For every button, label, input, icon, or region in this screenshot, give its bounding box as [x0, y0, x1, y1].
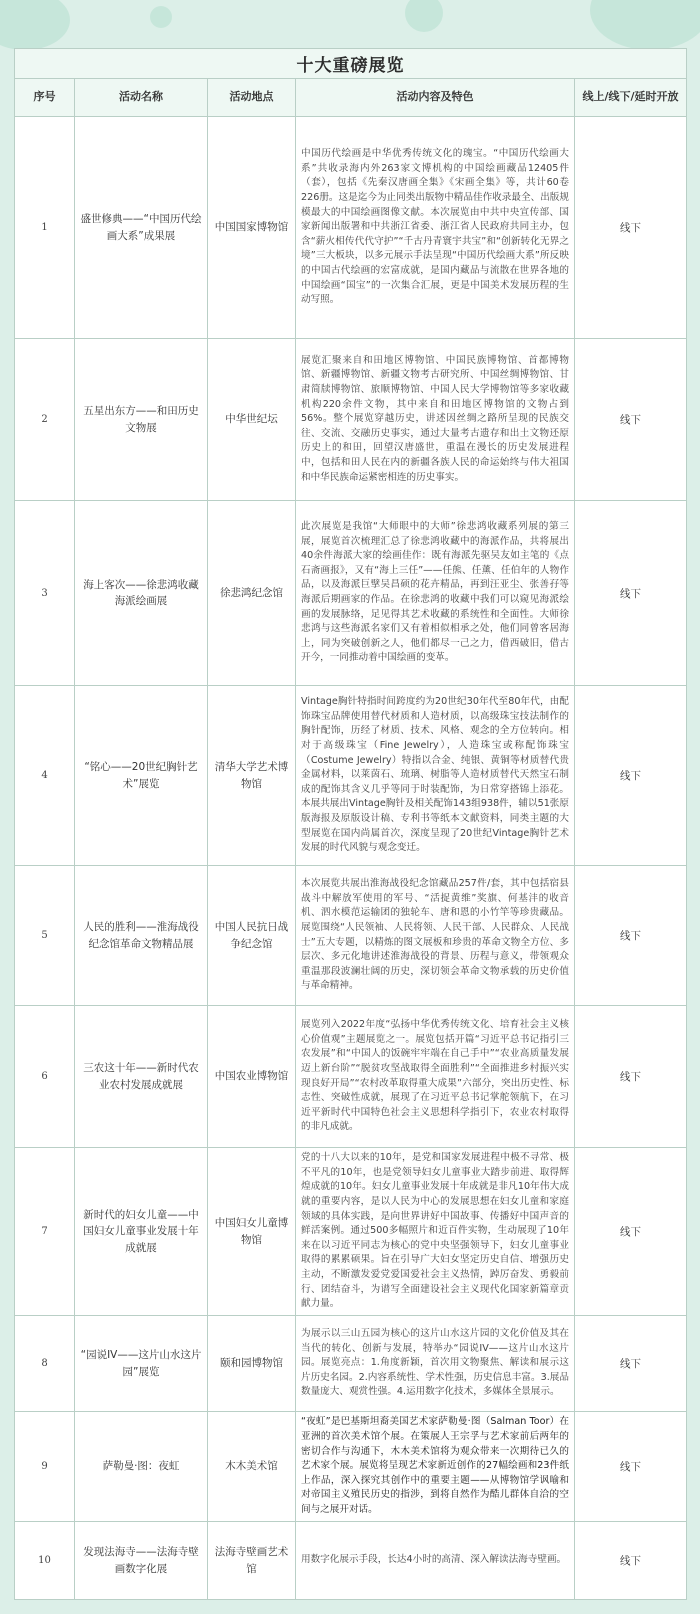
exhibition-name: “园说IV——这片山水这片园”展览: [75, 1316, 208, 1412]
table-row: [15, 339, 687, 501]
table-row: [15, 1522, 687, 1600]
exhibition-description: 本次展览共展出淮海战役纪念馆藏品257件/套，其中包括宿县战斗中解放军使用的军号、“活捉黄维”奖旗、何基沣的收音机、泗水模范运输团的独轮车、唐和恩的小竹竿等珍贵藏品。展览围绕“人民领袖、人民将领、人民干部、人民群众、人民战士”五大专题，以精炼的图文展板和珍贵的革命文物全方位、多层次、多元化地讲述淮海战役的背景、历程与意义，带领观众重温那段波澜壮阔的历史，深切领会革命文物承载的历史价值与革命精神。: [296, 866, 575, 1006]
row-number: 9: [15, 1412, 75, 1522]
table-header: [15, 79, 687, 117]
exhibition-name: 发现法海寺——法海寺壁画数字化展: [75, 1522, 208, 1600]
exhibition-place: 清华大学艺术博物馆: [208, 686, 296, 866]
row-number: 10: [15, 1522, 75, 1600]
exhibition-name: 人民的胜利——淮海战役纪念馆革命文物精品展: [75, 866, 208, 1006]
table-row: [15, 866, 687, 1006]
row-number: 7: [15, 1148, 75, 1316]
exhibition-description: 此次展览是我馆“大师眼中的大师”徐悲鸿收藏系列展的第三展，展览首次梳理汇总了徐悲鸿收藏中的海派作品，共将展出40余件海派大家的绘画佳作：既有海派先驱吴友如主笔的《点石斋画报》，又有“海上三任”——任熊、任薰、任伯年的人物作品，以及海派巨擘吴昌硕的花卉精品，再到汪亚尘、张善孖等海派后期画家的作品。在徐悲鸿的收藏中我们可以窥见海派绘画的发展脉络，足见得其艺术收藏的系统性和全面性。大师徐悲鸿与这些海派名家们又有着相似相承之处，他们同曾客居海上，同为突破创新之人，他们都尽一己之力，借西破旧，借古开今，一同推动着中国绘画的变革。: [296, 501, 575, 686]
exhibition-mode: 线下: [575, 1316, 687, 1412]
decor-bubble: [150, 6, 172, 28]
exhibition-name: 五星出东方——和田历史文物展: [75, 339, 208, 501]
exhibition-place: 颐和园博物馆: [208, 1316, 296, 1412]
column-header: 序号: [15, 79, 75, 117]
decor-bubble: [405, 0, 443, 32]
exhibition-description: 中国历代绘画是中华优秀传统文化的瑰宝。“中国历代绘画大系”共收录海内外263家文博机构的中国绘画藏品12405件（套），包括《先秦汉唐画全集》《宋画全集》等，共计60卷226册。这是迄今为止同类出版物中精品佳作收录最全、出版规模最大的中国绘画图像文献。本次展览由中共中央宣传部、国家新闻出版署和中共浙江省委、浙江省人民政府共同主办，包含“薪火相传代代守护”“千古丹青寰宇共宝”和“创新转化无界之境”三大板块，以多元展示手法呈现“中国历代绘画大系”所反映的中国古代绘画的宏富成就，是国内藏品与流散在世界各地的中国绘画“国宝”的一次集合汇展，更是中国美术发展历程的生动写照。: [296, 117, 575, 339]
row-number: 5: [15, 866, 75, 1006]
exhibition-mode: 线下: [575, 1522, 687, 1600]
table-row: [15, 1316, 687, 1412]
decor-bubble: [0, 0, 70, 50]
table-row: [15, 1006, 687, 1148]
row-number: 6: [15, 1006, 75, 1148]
exhibition-place: 徐悲鸿纪念馆: [208, 501, 296, 686]
exhibition-description: 为展示以三山五园为核心的这片山水这片园的文化价值及其在当代的转化、创新与发展，特举办“园说IV——这片山水这片园。展览亮点：1.角度新颖，首次用文物聚焦、解读和展示这片历史名园。2.内容系统性、学术性强，历史信息丰富。3.展品数量庞大、观赏性强。4.运用数字化技术，多媒体全景展示。: [296, 1316, 575, 1412]
exhibition-name: 新时代的妇女儿童——中国妇女儿童事业发展十年成就展: [75, 1148, 208, 1316]
page-title: 十大重磅展览: [15, 49, 687, 79]
exhibition-name: 萨勒曼·图：夜虹: [75, 1412, 208, 1522]
row-number: 1: [15, 117, 75, 339]
exhibition-name: 海上客次——徐悲鸿收藏海派绘画展: [75, 501, 208, 686]
exhibition-description: 展览汇聚来自和田地区博物馆、中国民族博物馆、首都博物馆、新疆博物馆、新疆文物考古研究所、中国丝绸博物馆、甘肃简牍博物馆、旅顺博物馆、中国人民大学博物馆等多家收藏机构220余件文物，其中来自和田地区博物馆的文物占到56%。整个展览穿越历史，讲述因丝绸之路所呈现的民族交往、交流、交融历史事实，通过大量考古遗存和出土文物还原历史上的和田，回望汉唐盛世，重温在漫长的历史发展进程中，包括和田人民在内的新疆各族人民的命运始终与伟大祖国和中华民族命运紧密相连的历史事实。: [296, 339, 575, 501]
table-row: [15, 501, 687, 686]
exhibition-mode: 线下: [575, 866, 687, 1006]
exhibition-place: 中国农业博物馆: [208, 1006, 296, 1148]
exhibition-table: [14, 48, 687, 1600]
exhibition-description: 用数字化展示手段，长达4小时的高清、深入解读法海寺壁画。: [296, 1522, 575, 1600]
decor-bubble: [590, 0, 700, 50]
exhibition-place: 木木美术馆: [208, 1412, 296, 1522]
row-number: 8: [15, 1316, 75, 1412]
exhibition-place: 法海寺壁画艺术馆: [208, 1522, 296, 1600]
exhibition-description: 党的十八大以来的10年，是党和国家发展进程中极不寻常、极不平凡的10年，也是党领导妇女儿童事业大踏步前进、取得辉煌成就的10年。妇女儿童事业发展十年成就是非凡10年伟大成就的重要内容，是以人民为中心的发展思想在妇女儿童和家庭领域的具体实践，是向世界讲好中国故事、传播好中国声音的鲜活案例。通过500多幅照片和近百件实物，生动展现了10年来在以习近平同志为核心的党中央坚强领导下，妇女儿童事业取得的累累硕果。旨在引导广大妇女坚定历史自信、增强历史主动，不断激发爱党爱国爱社会主义热情，踔厉奋发、勇毅前行、团结奋斗，为谱写全面建设社会主义现代化国家新篇章贡献力量。: [296, 1148, 575, 1316]
table-row: [15, 686, 687, 866]
table-row: [15, 1412, 687, 1522]
exhibition-mode: 线下: [575, 686, 687, 866]
column-header: 活动内容及特色: [296, 79, 575, 117]
column-header: 活动名称: [75, 79, 208, 117]
column-header: 活动地点: [208, 79, 296, 117]
exhibition-mode: 线下: [575, 1148, 687, 1316]
exhibition-place: 中国国家博物馆: [208, 117, 296, 339]
exhibition-mode: 线下: [575, 339, 687, 501]
exhibition-description: 展览列入2022年度“弘扬中华优秀传统文化、培育社会主义核心价值观”主题展览之一。展览包括开篇“习近平总书记指引三农发展”和“中国人的饭碗牢牢端在自己手中”“农业高质量发展迈上新台阶”“脱贫攻坚战取得全面胜利”“全面推进乡村振兴实现良好开局”“农村改革取得重大成果”六部分，突出历史性、标志性、突破性成就，展现了在习近平总书记掌舵领航下，在习近平新时代中国特色社会主义思想科学指引下，农业农村取得的非凡成就。: [296, 1006, 575, 1148]
exhibition-name: 盛世修典——“中国历代绘画大系”成果展: [75, 117, 208, 339]
exhibition-description: “夜虹”是巴基斯坦裔美国艺术家萨勒曼·图（Salman Toor）在亚洲的首次美术馆个展。在策展人王宗孚与艺术家前后两年的密切合作与沟通下，木木美术馆将为观众带来一次期待已久的艺术家个展。展览将呈现艺术家新近创作的27幅绘画和23件纸上作品，深入探究其创作中的重要主题——从博物馆学讽喻和对帝国主义殖民历史的指涉，到将自然作为酷儿群体自洽的空间与之展开对话。: [296, 1412, 575, 1522]
exhibition-mode: 线下: [575, 117, 687, 339]
table-row: [15, 117, 687, 339]
exhibition-name: “铭心——20世纪胸针艺术”展览: [75, 686, 208, 866]
row-number: 4: [15, 686, 75, 866]
exhibition-mode: 线下: [575, 1412, 687, 1522]
exhibition-description: Vintage胸针特指时间跨度约为20世纪30年代至80年代，由配饰珠宝品牌使用替代材质和人造材质，以高级珠宝技法制作的胸针配饰，历经了材质、技术、风格、观念的全方位转向。相对于高级珠宝（Fine Jewelry），人造珠宝或称配饰珠宝（Costume Jewelry）特指以合金、纯银、黄铜等材质替代贵金属材料，以莱茵石、琉璃、树脂等人造材质替代天然宝石制成的配饰其含义几乎等同于时装配饰，为日常穿搭锦上添花。本展共展出Vintage胸针及相关配饰143组938件，辅以51张原版海报及原版设计稿、专利书等纸本文献资料，同类主题的大型展览在国内尚属首次，深度呈现了20世纪Vintage胸针艺术发展的时代风貌与观念变迁。: [296, 686, 575, 866]
row-number: 2: [15, 339, 75, 501]
exhibition-place: 中国人民抗日战争纪念馆: [208, 866, 296, 1006]
exhibition-sheet: [14, 48, 686, 1600]
exhibition-mode: 线下: [575, 501, 687, 686]
row-number: 3: [15, 501, 75, 686]
exhibition-place: 中国妇女儿童博物馆: [208, 1148, 296, 1316]
exhibition-name: 三农这十年——新时代农业农村发展成就展: [75, 1006, 208, 1148]
column-header: 线上/线下/延时开放: [575, 79, 687, 117]
table-row: [15, 1148, 687, 1316]
exhibition-place: 中华世纪坛: [208, 339, 296, 501]
exhibition-mode: 线下: [575, 1006, 687, 1148]
